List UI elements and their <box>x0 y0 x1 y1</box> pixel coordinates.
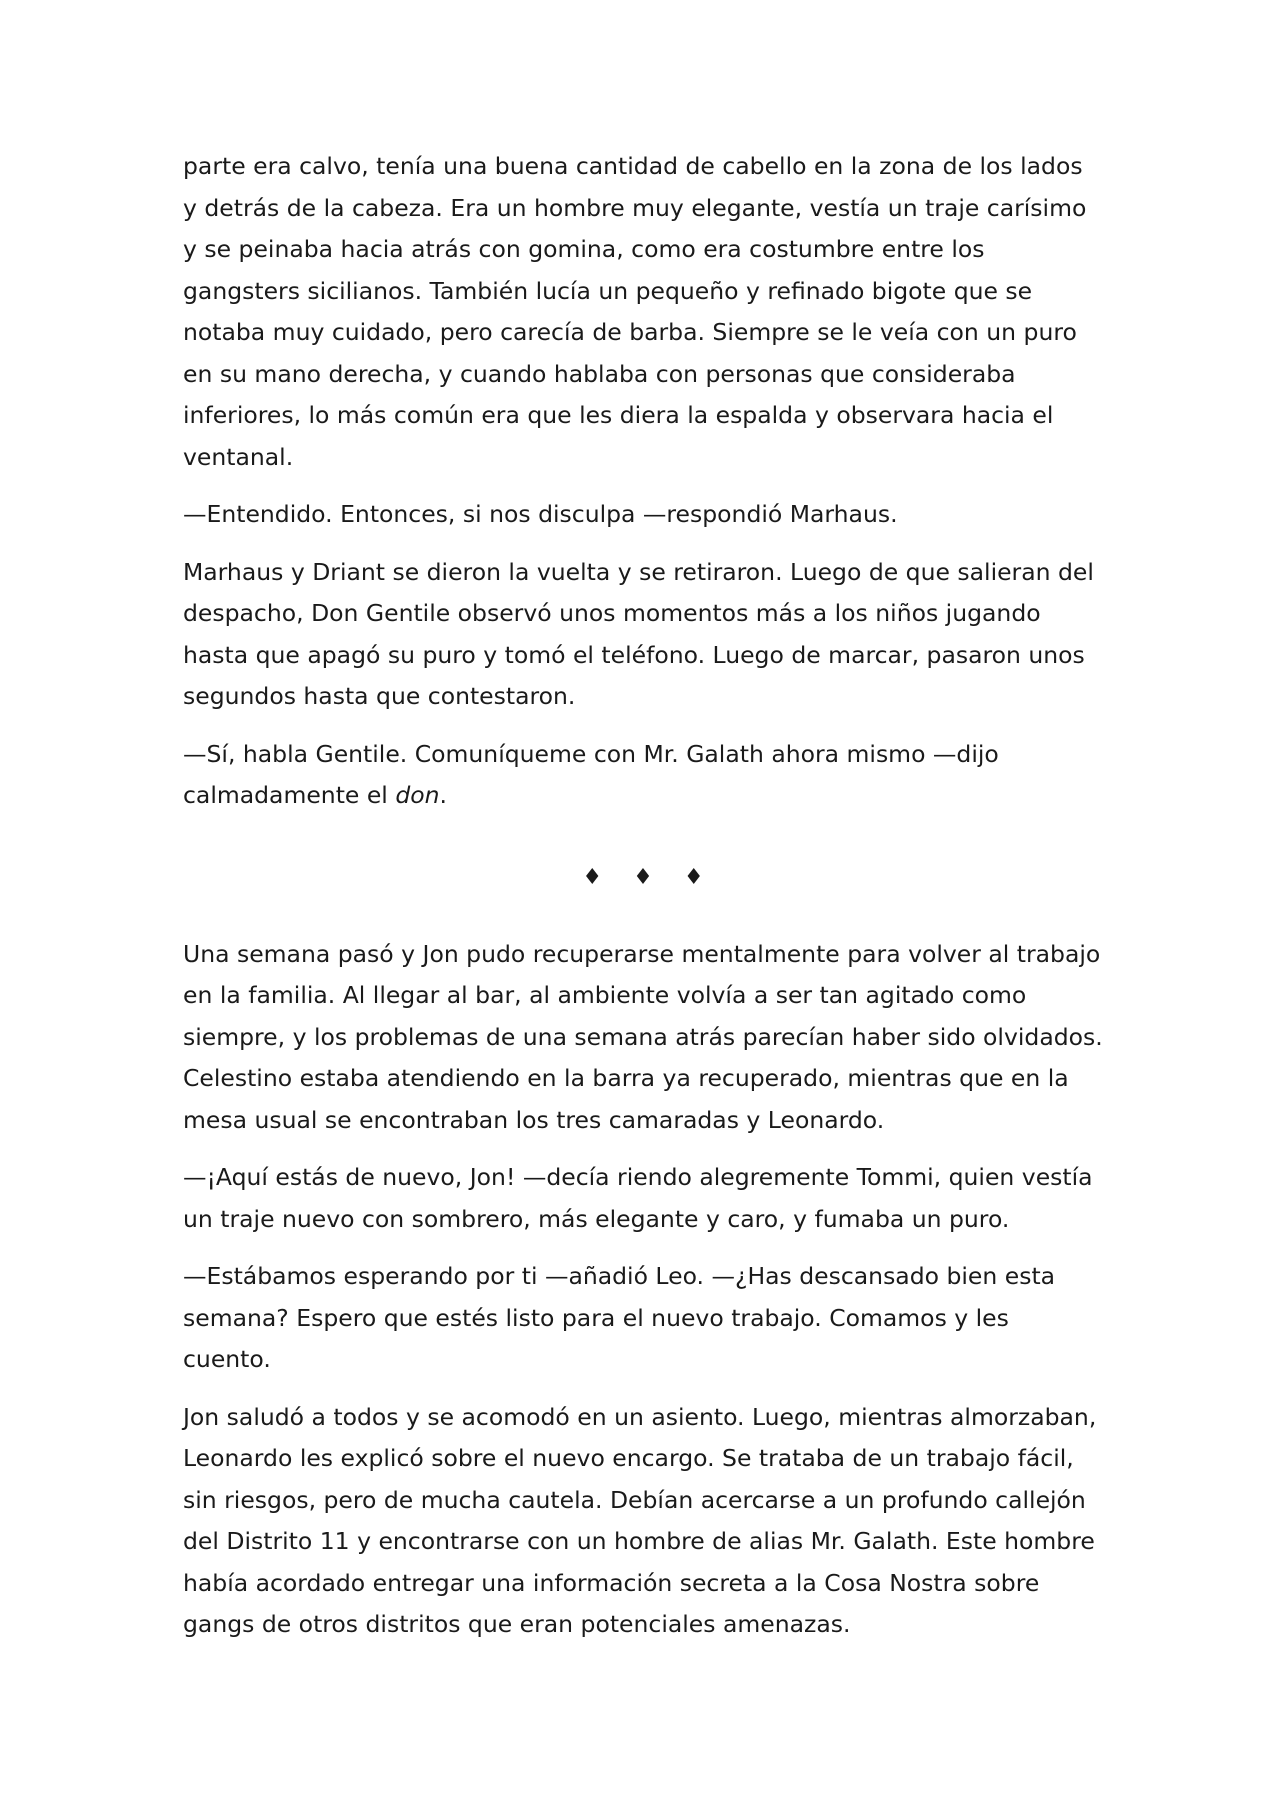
paragraph-gentile-phone-call <box>183 734 1103 817</box>
document-page <box>183 146 1103 1662</box>
paragraph-marhaus-reply: —Entendido. Entonces, si nos disculpa —respondió Marhaus. <box>183 500 898 528</box>
paragraph-tommi-greeting: —¡Aquí estás de nuevo, Jon! —decía riendo alegremente Tommi, quien vestía un traje nuevo con sombrero, más elegante y caro, y fumaba un puro. <box>183 1163 1093 1233</box>
phone-call-text: —Sí, habla Gentile. Comuníqueme con Mr. Galath ahora mismo —dijo calmadamente el <box>183 739 999 809</box>
scene-break-separator: ♦ ♦ ♦ <box>582 864 716 890</box>
paragraph-leo-waiting: —Estábamos esperando por ti —añadió Leo. —¿Has descansado bien esta semana? Espero que estés listo para el nuevo trabajo. Comamos y les cuento. <box>183 1262 1056 1373</box>
paragraph-week-passed: Una semana pasó y Jon pudo recuperarse mentalmente para volver al trabajo en la familia. Al llegar al bar, al ambiente volvía a ser tan agitado como siempre, y los problemas de una semana atrás parecían haber sido olvidados. Celestino estaba atendiendo en la barra ya recuperado, mientras que en la mesa usual se encontraban los tres camaradas y Leonardo. <box>183 939 1103 1134</box>
paragraph-new-assignment: Jon saludó a todos y se acomodó en un asiento. Luego, mientras almorzaban, Leonardo les explicó sobre el nuevo encargo. Se trataba de un trabajo fácil, sin riesgos, pero de mucha cautela. Debían acercarse a un profundo callejón del Distrito 11 y encontrarse con un hombre de alias Mr. Galath. Este hombre había acordado entregar una información secreta a la Cosa Nostra sobre gangs de otros distritos que eran potenciales amenazas. <box>183 1402 1097 1638</box>
phone-call-end: . <box>439 781 447 809</box>
paragraph-description-of-gentile: parte era calvo, tenía una buena cantidad de cabello en la zona de los lados y detrás de la cabeza. Era un hombre muy elegante, vestía un traje carísimo y se peinaba hacia atrás con gomina, como era costumbre entre los gangsters sicilianos. También lucía un pequeño y refinado bigote que se notaba muy cuidado, pero carecía de barba. Siempre se le veía con un puro en su mano derecha, y cuando hablaba con personas que consideraba inferiores, lo más común era que les diera la espalda y observara hacia el ventanal. <box>183 152 1087 471</box>
paragraph-marhaus-driant-leave: Marhaus y Driant se dieron la vuelta y se retiraron. Luego de que salieran del despacho, Don Gentile observó unos momentos más a los niños jugando hasta que apagó su puro y tomó el teléfono. Luego de marcar, pasaron unos segundos hasta que contestaron. <box>183 557 1094 710</box>
italic-don: don <box>395 781 440 809</box>
